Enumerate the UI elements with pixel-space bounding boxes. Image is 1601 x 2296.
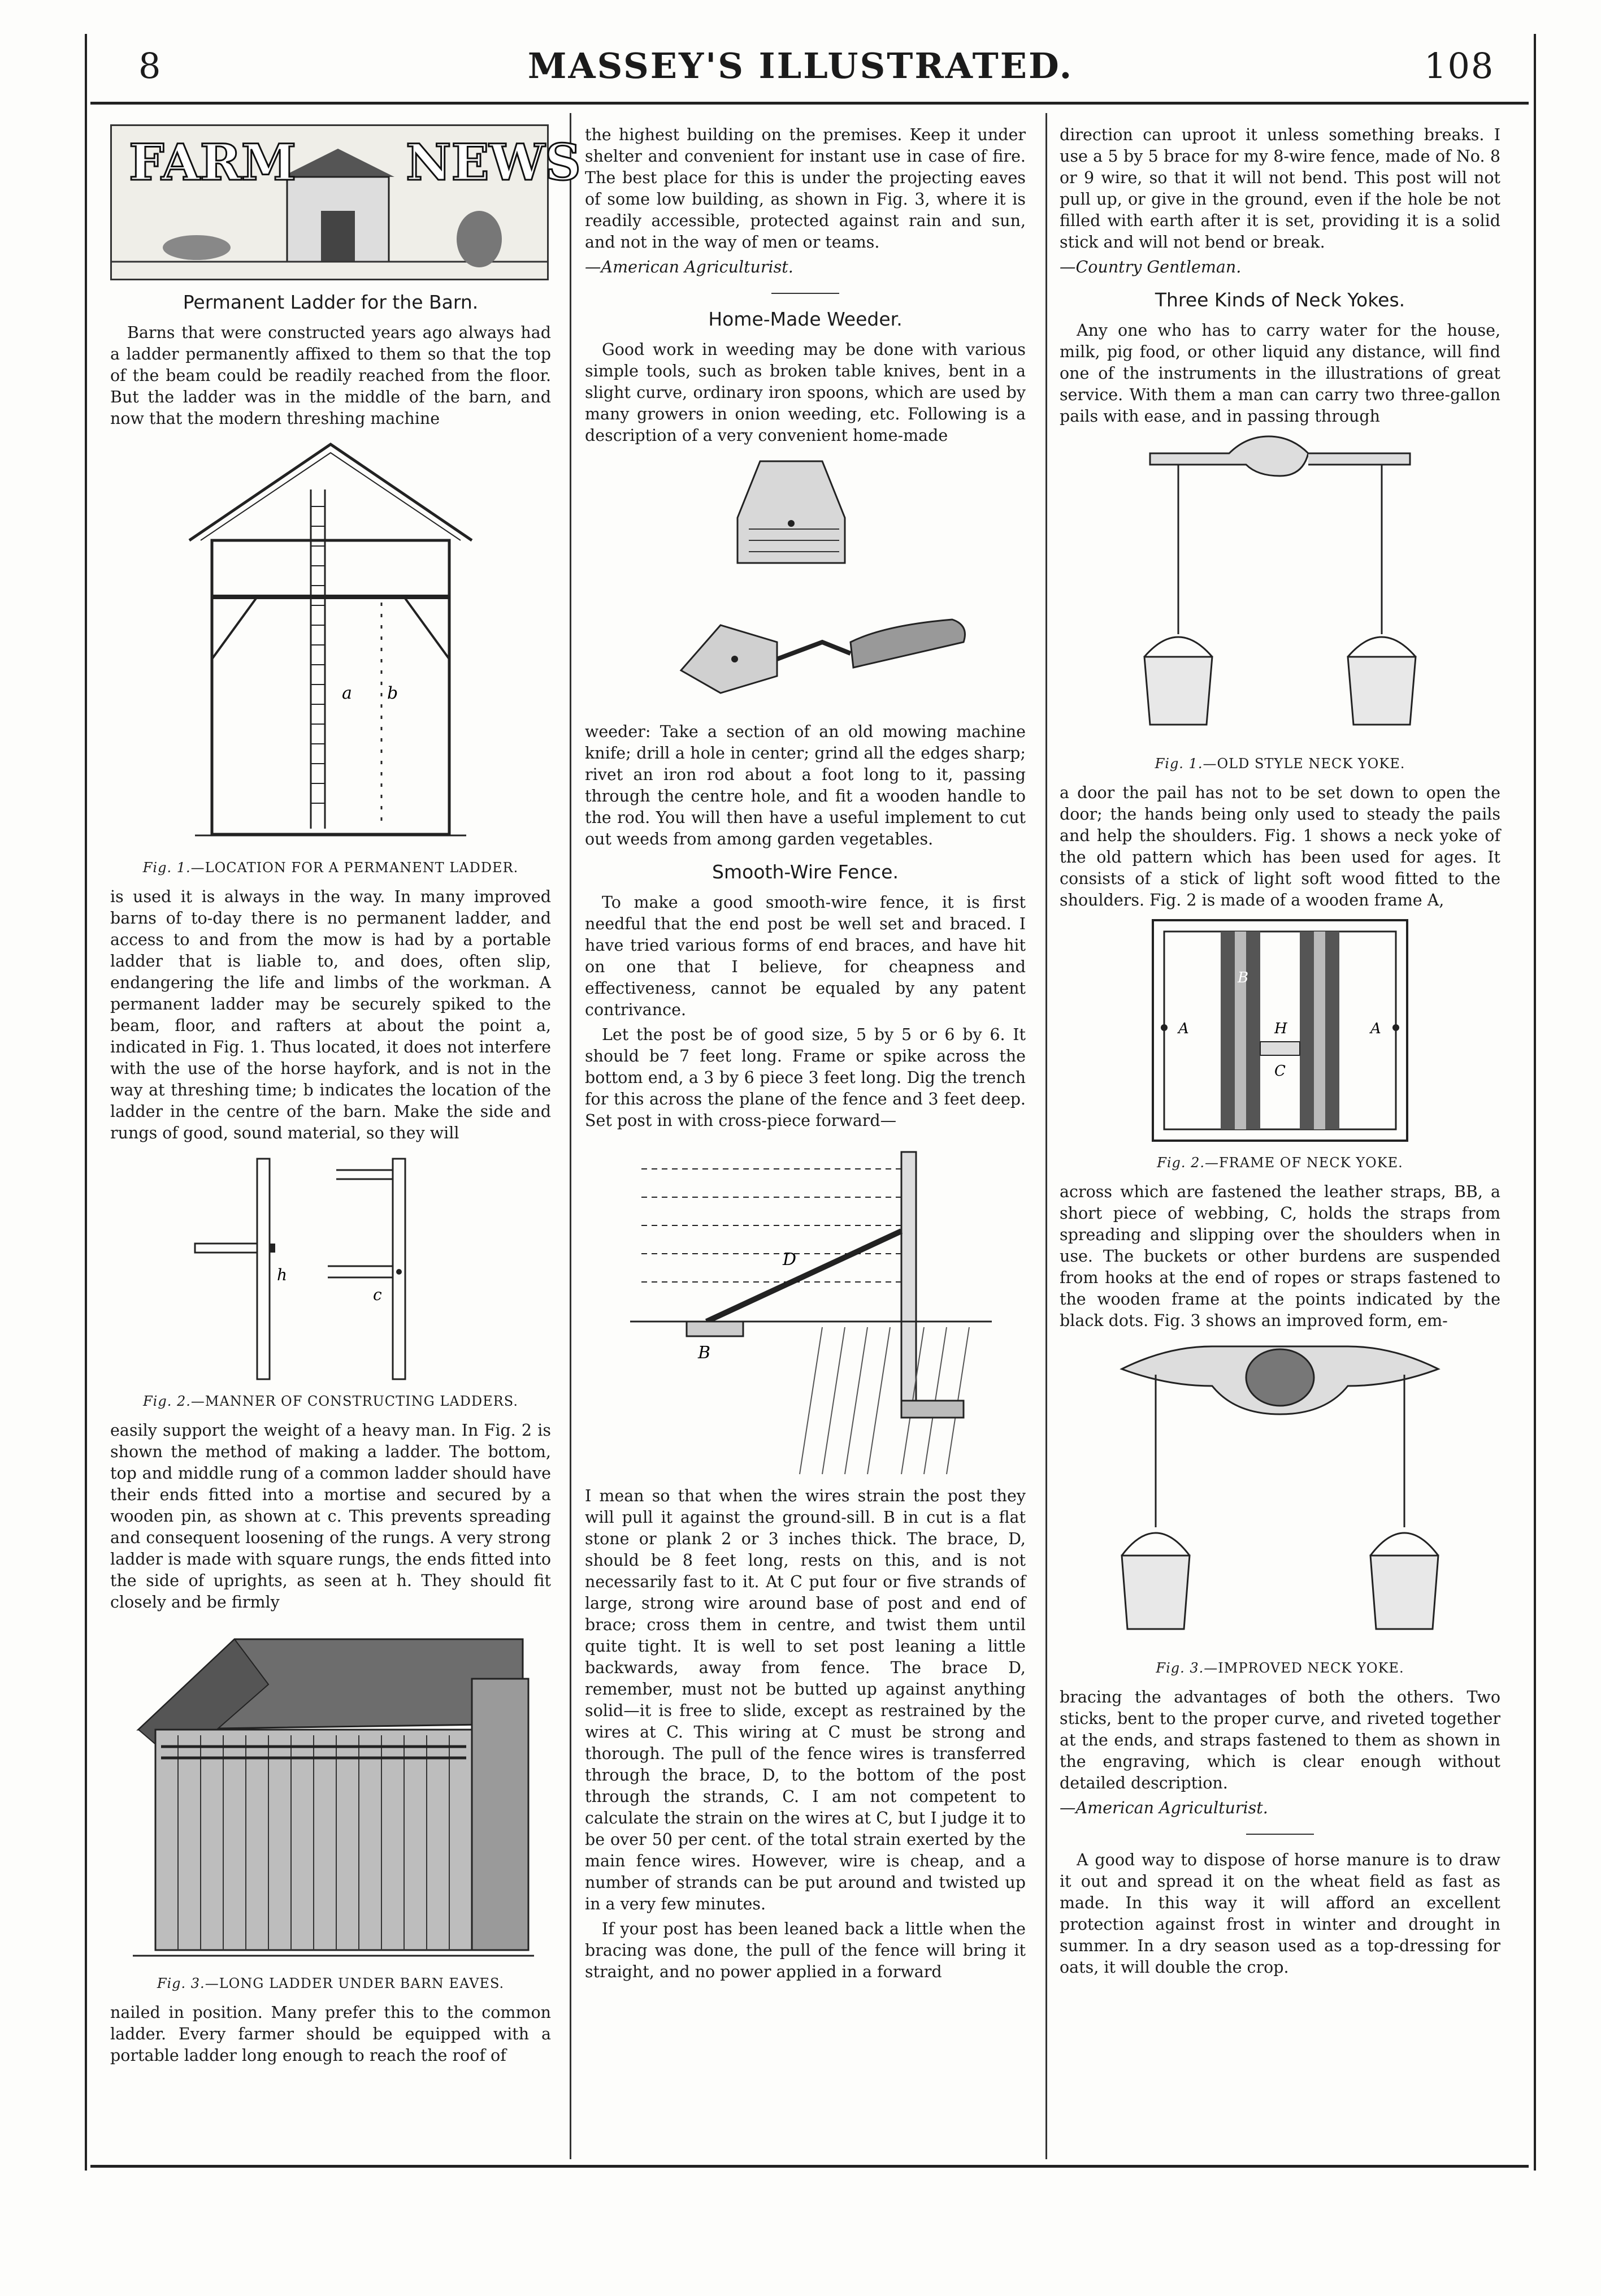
yoke-paragraph-1: Any one who has to carry water for the house, milk, pig food, or other liquid any distance, will find one of the instruments in the illustrations of great service. With them a man can carry two three-gallon pails with ease, and in passing through (1060, 321, 1500, 426)
yoke-figure-1-number: Fig. 1. (1155, 756, 1203, 772)
column-divider-1 (570, 113, 571, 2159)
yoke-figure-3-caption (1060, 1657, 1500, 1679)
banner-word-farm: FARM (129, 133, 297, 192)
fence-label-b: B (698, 1343, 711, 1363)
improved-neck-yoke-figure (1110, 1335, 1450, 1652)
figure-1-text: —LOCATION FOR A PERMANENT LADDER. (190, 860, 519, 876)
yoke-paragraph-3: across which are fastened the leather straps, BB, a short piece of webbing, C, holds the straps from spreading and slipping over the shoulders when in use. The buckets or other burdens are suspended from hooks at the end of ropes or straps fastened to the wooden frame at the points indicated by the black dots. Fig. 3 shows an improved form, em- (1060, 1182, 1500, 1330)
source-american-agriculturist-2: —American Agriculturist. (1060, 1799, 1268, 1817)
yoke-figure-3-number: Fig. 3. (1156, 1660, 1204, 1676)
fence-paragraph-3: I mean so that when the wires strain the post they will pull it against the ground-sill. B in cut is a flat stone or plank 2 or 3 inches thick. The brace, D, should be 8 feet long, rests on this, and is not necessarily fast to it. At C put four or five strands of large, strong wire around base of post and end of brace; cross them in centre, and twist them until quite tight. It is well to set post leaning a little backwards, away from fence. The brace D, remember, must not be butted up against anything solid—it is free to slide, except as restrained by the wires at C. This wiring at C must be strong and thorough. The pull of the fence wires is transferred through the brace, D, to the bottom of the post through the strands, C. I am not competent to calculate the strain on the wires at C, but I judge it to be over 50 per cent. of the total strain exerted by the main fence wires. However, wire is cheap, and a number of strands can be put around and twisted up in a very few minutes. (585, 1487, 1026, 1913)
ladder-continued-paragraph: the highest building on the premises. Keep it under shelter and convenient for instant use in case of fire. The best place for this is under the projecting eaves of some low building, as shown in Fig. 3, where it is readily accessible, protected against rain and sun, and not in the way of men or teams. (585, 125, 1026, 252)
figure-1-caption (110, 857, 551, 878)
figure-2-text: —MANNER OF CONSTRUCTING LADDERS. (190, 1393, 518, 1409)
column-1 (110, 124, 581, 2070)
article-title-fence: Smooth-Wire Fence. (712, 861, 899, 883)
source-country-gentleman: —Country Gentleman. (1060, 258, 1242, 276)
page-number-right: 108 (1424, 45, 1495, 86)
figure-label-a: a (342, 683, 352, 703)
yoke-frame-label-a-right: A (1370, 1020, 1381, 1037)
article-title-weeder: Home-Made Weeder. (708, 308, 903, 330)
yoke-figure-1-text: —OLD STYLE NECK YOKE. (1203, 756, 1405, 772)
weeder-paragraph-1: Good work in weeding may be done with various simple tools, such as broken table knives, bent in a slight curve, ordinary iron spoons, which are used by many growers in onion weeding, etc. Following is a description of a very convenient home-made (585, 340, 1026, 445)
figure-3-caption (110, 1973, 551, 1994)
column-3 (1060, 124, 1500, 1982)
section-rule-2 (1246, 1834, 1314, 1835)
fence-paragraph-4: If your post has been leaned back a little when the bracing was done, the pull of the fence will bring it straight, and no power applied in a forward (585, 1920, 1026, 1981)
figure-3-number: Fig. 3. (157, 1976, 205, 1991)
weeder-paragraph-2: weeder: Take a section of an old mowing machine knife; drill a hole in center; grind all the edges sharp; rivet an iron rod about a foot long to it, passing through the centre hole, and fit a wooden handle to the rod. You will then have a useful implement to cut out weeds from among garden vegetables. (585, 722, 1026, 848)
weeder-figure (636, 450, 975, 721)
barn-ladder-figure (172, 433, 489, 851)
ladder-construction-figure (184, 1147, 478, 1385)
farm-news-illustration (112, 126, 581, 279)
source-american-agriculturist: —American Agriculturist. (585, 258, 793, 276)
old-neck-yoke-figure (1139, 431, 1421, 747)
yoke-figure-3-text: —IMPROVED NECK YOKE. (1204, 1660, 1404, 1676)
header-rule (90, 102, 1529, 105)
figure-3-text: —LONG LADDER UNDER BARN EAVES. (205, 1976, 505, 1991)
yoke-frame-label-h: H (1274, 1020, 1287, 1037)
column-2 (585, 124, 1026, 1986)
fence-brace-figure (608, 1135, 1003, 1485)
page-number-left: 8 (138, 45, 162, 86)
yoke-figure-1-caption (1060, 753, 1500, 774)
column-divider-2 (1045, 113, 1047, 2159)
yoke-figure-2-text: —FRAME OF NECK YOKE. (1205, 1155, 1403, 1171)
fence-label-d: D (783, 1250, 797, 1270)
yoke-frame-label-b: B (1238, 969, 1249, 986)
ladder-paragraph-3: easily support the weight of a heavy man. In Fig. 2 is shown the method of making a ladder. The bottom, top and middle rung of a common ladder should have their ends fitted into a mortise and secured by a wooden pin, as shown at c. This prevents spreading and consequent loosening of the rungs. A very strong ladder is made with square rungs, the ends fitted into the side of uprights, as seen at h. They should fit closely and be firmly (110, 1421, 551, 1611)
section-rule (771, 293, 839, 294)
figure-2-number: Fig. 2. (143, 1393, 191, 1409)
yoke-paragraph-4: bracing the advantages of both the others. Two sticks, bent to the proper curve, and riveted together at the ends, and straps fastened to them as shown in the engraving, which is clear enough without detailed description. (1060, 1688, 1500, 1792)
figure-label-b: b (387, 683, 398, 703)
article-title-permanent-ladder: Permanent Ladder for the Barn. (183, 291, 479, 313)
ladder-paragraph-1: Barns that were constructed years ago always had a ladder permanently affixed to them so that the top of the beam could be readily reached from the floor. But the ladder was in the middle of the barn, and now that the modern threshing machine (110, 323, 551, 428)
figure-label-c: c (373, 1285, 382, 1304)
yoke-frame-figure (1147, 915, 1413, 1146)
yoke-figure-2-caption (1060, 1152, 1500, 1173)
article-title-neck-yokes: Three Kinds of Neck Yokes. (1155, 289, 1405, 311)
fence-continued-paragraph: direction can uproot it unless something breaks. I use a 5 by 5 brace for my 8-wire fence, made of No. 8 or 9 wire, so that it will not bend. This post will not pull up, or give in the ground, even if the hole be not filled with earth after it is set, providing it is a solid stick and will not bend or break. (1060, 125, 1500, 252)
masthead-title: MASSEY'S ILLUSTRATED. (527, 45, 1074, 86)
figure-1-number: Fig. 1. (142, 860, 191, 876)
yoke-paragraph-2: a door the pail has not to be set down to open the door; the hands being only used to steady the pails and help the shoulders. Fig. 1 shows a neck yoke of the old pattern which has been used for ages. It consists of a stick of light soft wood fitted to the shoulders. Fig. 2 is made of a wooden frame A, (1060, 783, 1500, 909)
fence-paragraph-2: Let the post be of good size, 5 by 5 or 6 by 6. It should be 7 feet long. Frame or spike across the bottom end, a 3 by 6 piece 3 feet long. Dig the trench for this across the plane of the fence and 3 feet deep. Set post in with cross-piece forward— (585, 1025, 1026, 1130)
ladder-paragraph-2: is used it is always in the way. In many improved barns of to-day there is no permanent ladder, and access to and from the mow is had by a portable ladder that is liable to, and does, often slip, endangering the life and limbs of the workman. A permanent ladder may be securely spiked to the beam, floor, and rafters at about the point a, indicated in Fig. 1. Thus located, it does not interfere with the use of the horse hayfork, and is not in the way at threshing time; b indicates the location of the ladder in the centre of the barn. Make the side and rungs of good, sound material, so they will (110, 887, 551, 1142)
shed-ladder-figure (122, 1617, 540, 1967)
ladder-paragraph-4: nailed in position. Many prefer this to the common ladder. Every farmer should be equipped with a portable ladder long enough to reach the roof of (110, 2003, 551, 2065)
yoke-figure-2-number: Fig. 2. (1157, 1155, 1205, 1171)
farm-news-banner (110, 124, 581, 280)
banner-word-news: NEWS (406, 133, 581, 192)
fence-paragraph-1: To make a good smooth-wire fence, it is first needful that the end post be well set and braced. I have tried various forms of end braces, and have hit on one that I believe, for cheapness and effectiveness, cannot be equaled by any patent contrivance. (585, 893, 1026, 1019)
footer-rule (90, 2165, 1529, 2168)
manure-paragraph: A good way to dispose of horse manure is to draw it out and spread it on the wheat field as fast as made. In this way it will afford an excellent protection against frost in winter and drought in summer. In a dry season used as a top-dressing for oats, it will double the crop. (1060, 1851, 1500, 1977)
yoke-frame-label-a-left: A (1178, 1020, 1189, 1037)
figure-label-h: h (277, 1266, 288, 1284)
figure-2-caption (110, 1390, 551, 1412)
yoke-frame-label-c: C (1274, 1063, 1286, 1080)
